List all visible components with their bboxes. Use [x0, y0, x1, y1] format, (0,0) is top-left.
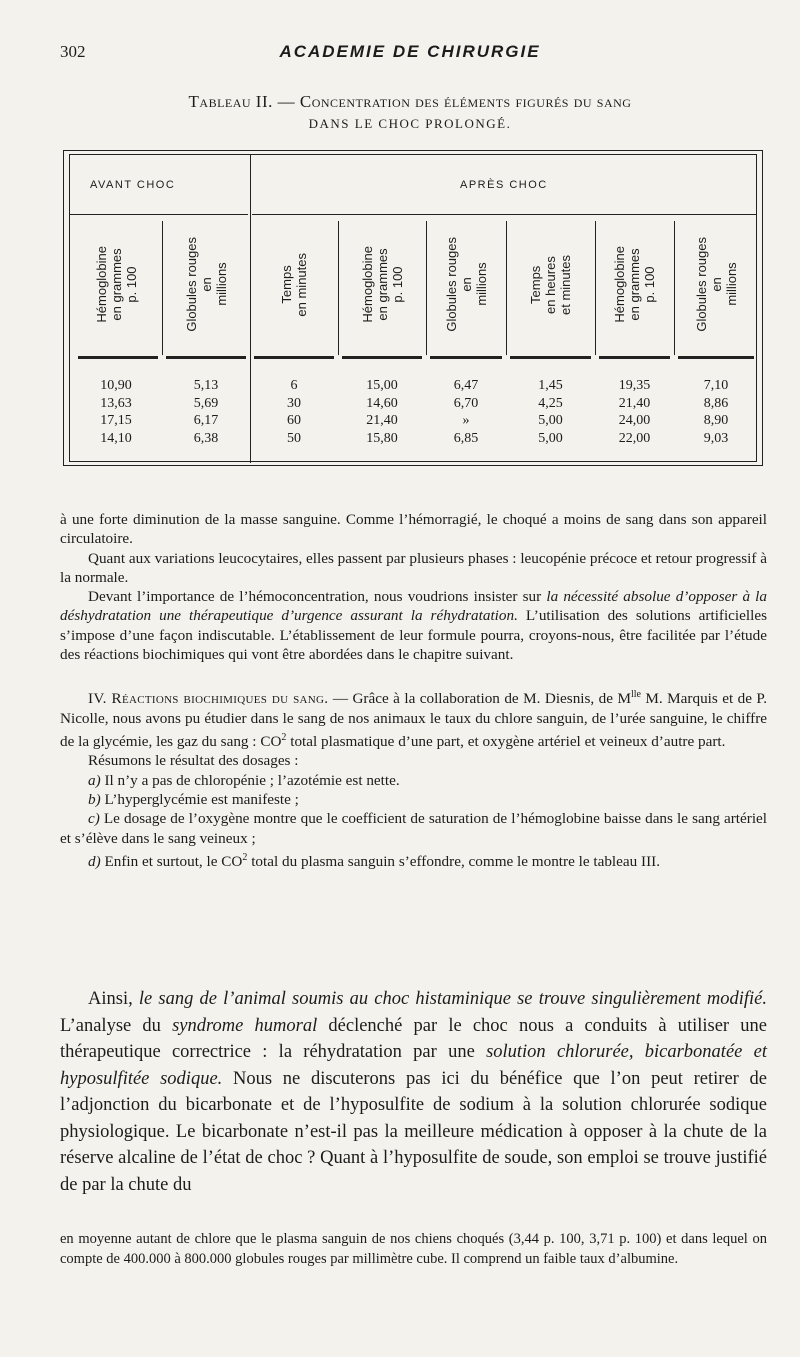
data-column-8	[674, 377, 758, 447]
table-cell: 15,80	[366, 430, 398, 446]
superscript-co2: 2	[281, 732, 287, 744]
list-item-b	[60, 790, 767, 809]
col-header-5	[426, 218, 506, 351]
table-cell: 6,38	[193, 430, 219, 446]
list-text-a: Il n’y a pas de chloropénie ; l’azotémie est nette.	[100, 771, 400, 789]
col-header-6	[506, 218, 595, 351]
list-text-c: Le dosage de l’oxygène montre que le coefficient de saturation de l’hémoglobine baisse dans le sang artériel et s’élève dans le sang veineux ;	[60, 810, 767, 847]
table-cell: 5,00	[538, 430, 563, 446]
header-rule	[254, 356, 334, 359]
col-header-8-label: Globules rouges en millions	[693, 237, 739, 332]
paragraph-1: à une forte diminution de la masse sanguine. Comme l’hémorragié, le choqué a moins de sang dans son appareil circulatoire.	[60, 511, 767, 548]
header-rule	[678, 356, 754, 359]
footnote	[60, 1230, 767, 1269]
header-rule	[599, 356, 670, 359]
running-head	[60, 42, 760, 66]
table-inner-frame	[69, 154, 757, 462]
paragraph-3-text-b: L’utilisation des solutions artificielles s’impose d’une façon indiscutable. L’établissement de leur formule pourra, croyons-nous, être facilitée par l’étude des réactions biochimiques qui vont être abordées dans le chapitre suivant.	[60, 607, 767, 664]
table-cell: 21,40	[618, 395, 651, 411]
table-cell: 50	[287, 430, 301, 446]
conclusion-t3: déclenché par le choc nous a conduits à utiliser une thérapeutique correctrice : la réhydratation par une	[60, 1015, 767, 1062]
table-cell: 13,63	[100, 395, 132, 411]
list-label-b: b)	[88, 790, 101, 808]
col-header-6-label: Temps en heures et minutes	[528, 254, 573, 315]
section-iv-text-a: — Grâce à la collaboration de M. Diesnis, de M	[328, 690, 631, 708]
data-table	[63, 150, 763, 466]
header-rule	[430, 356, 502, 359]
data-column-5	[426, 377, 506, 447]
conclusion-text	[60, 986, 767, 1198]
list-text-b: L’hyperglycémie est manifeste ;	[100, 790, 299, 808]
table-cell: 5,00	[538, 413, 563, 428]
col-header-4-label: Hémoglobine en grammes p. 100	[359, 246, 405, 323]
table-title-line2: DANS LE CHOC PROLONGÉ.	[308, 116, 512, 131]
conclusion-i1: le sang de l’animal soumis au choc histaminique se trouve singulièrement modifié.	[138, 989, 767, 1009]
col-header-2	[162, 218, 250, 351]
col-header-7	[595, 218, 674, 351]
table-cell: 4,25	[538, 395, 563, 411]
col-header-3	[250, 218, 338, 351]
journal-title: ACADEMIE DE CHIRURGIE	[279, 42, 541, 61]
col-header-1	[70, 218, 162, 351]
table-cell: 60	[287, 413, 301, 428]
table-cell: »	[462, 413, 470, 428]
col-header-7-label: Hémoglobine en grammes p. 100	[612, 246, 657, 323]
data-column-7	[595, 377, 674, 447]
section-iv-text-b: M. Marquis et de P. Nicolle, nous avons pu étudier dans le sang de nos animaux le taux du chlore sanguin, de l’urée sanguine, le chiffre de la glycémie, les gaz du sang : CO	[60, 690, 767, 751]
table-title	[60, 92, 760, 132]
section-iv-text-c: total plasmatique d’une part, et oxygène artériel et veineux d’autre part.	[286, 733, 726, 751]
data-column-2	[162, 377, 250, 447]
table-cell: 6,47	[453, 378, 479, 393]
table-cell: 10,90	[100, 378, 132, 393]
table-cell: 1,45	[538, 378, 563, 393]
table-cell: 15,00	[366, 378, 398, 393]
table-cell: 6,17	[193, 413, 219, 428]
list-item-c	[60, 809, 767, 848]
section-iv-paragraph	[60, 685, 767, 751]
paragraph-3-emphasis: la nécessité absolue d’opposer à la déshydratation une thérapeutique d’urgence assurant la réhydratation.	[60, 588, 768, 625]
col-header-1-label: Hémoglobine en grammes p. 100	[93, 246, 139, 323]
col-header-4	[338, 218, 426, 351]
table-cell: 19,35	[618, 378, 651, 393]
header-rule	[510, 356, 591, 359]
table-cell: 9,03	[703, 430, 729, 446]
list-item-d	[60, 848, 767, 871]
table-cell: 8,86	[703, 395, 729, 411]
table-cell: 6,70	[453, 395, 479, 411]
table-cell: 22,00	[618, 430, 651, 446]
group-rule-after	[252, 214, 756, 215]
table-cell: 5,69	[193, 395, 219, 411]
table-cell: 24,00	[618, 413, 651, 428]
superscript-mlle: lle	[630, 689, 641, 701]
page-number: 302	[60, 42, 86, 61]
table-cell: 21,40	[366, 413, 398, 428]
data-column-6	[506, 377, 595, 447]
conclusion-t2: L’analyse du	[60, 1015, 173, 1036]
table-cell: 8,90	[703, 413, 729, 428]
list-label-d: d)	[88, 852, 101, 870]
table-cell: 6	[290, 378, 298, 393]
list-text-d-a: Enfin et surtout, le CO	[100, 852, 243, 870]
data-column-1	[70, 377, 162, 447]
group-rule-before	[70, 214, 248, 215]
superscript-co2: 2	[242, 851, 248, 863]
table-cell: 7,10	[703, 378, 729, 393]
header-rule	[166, 356, 246, 359]
table-cell: 17,15	[100, 413, 132, 428]
table-cell: 30	[287, 395, 301, 411]
paragraph-3-text-a: Devant l’importance de l’hémoconcentration, nous voudrions insister sur	[88, 588, 547, 606]
col-header-3-label: Temps en minutes	[279, 252, 309, 317]
list-text-d-b: total du plasma sanguin s’effondre, comme le montre le tableau III.	[247, 852, 660, 870]
table-cell: 14,10	[100, 430, 132, 446]
table-cell: 14,60	[366, 395, 398, 411]
paragraph-2: Quant aux variations leucocytaires, elles passent par plusieurs phases : leucopénie précoce et retour progressif à la normale.	[60, 549, 767, 586]
table-title-line1: Tableau II. — Concentration des éléments figurés du sang	[188, 92, 632, 111]
paragraph-summary: Résumons le résultat des dosages :	[88, 752, 299, 770]
data-column-3	[250, 377, 338, 447]
group-header-after: APRÈS CHOC	[460, 179, 548, 191]
footnote-text: en moyenne autant de chlore que le plasma sanguin de nos chiens choqués (3,44 p. 100, 3,71 p. 100) et dans lequel on compte de 400.000 à 800.000 globules rouges par millimètre cube. Il comprend un faible taux d’albumine.	[60, 1231, 767, 1267]
list-item-a	[60, 771, 767, 790]
list-label-c: c)	[88, 810, 100, 828]
conclusion-t1: Ainsi,	[88, 989, 139, 1009]
col-header-8	[674, 218, 758, 351]
header-rule	[78, 356, 158, 359]
table-cell: 6,85	[453, 430, 479, 446]
conclusion-t4: Nous ne discuterons pas ici du bénéfice que l’on peut retirer de l’adjonction du bicarbonate et de l’hyposulfite de sodium à la solution chlorurée sodique physiologique. Le bicarbonate n’est-il pas la meilleure médication à opposer à la chute de la réserve alcaline de l’état de choc ? Quant à l’hyposulfite de soude, son emploi se trouve justifié de par la chute du	[60, 1068, 767, 1195]
group-header-before: AVANT CHOC	[90, 179, 176, 191]
paragraph-3	[60, 587, 767, 664]
conclusion-i3: solution chlorurée, bicarbonatée et hyposulfitée sodique.	[60, 1042, 767, 1089]
list-label-a: a)	[88, 771, 101, 789]
col-header-2-label: Globules rouges en millions	[183, 237, 229, 332]
header-rule	[342, 356, 422, 359]
col-header-5-label: Globules rouges en millions	[443, 237, 489, 332]
data-column-4	[338, 377, 426, 447]
table-cell: 5,13	[193, 378, 219, 393]
conclusion-paragraph	[60, 986, 767, 1198]
body-section	[60, 510, 767, 871]
section-heading: IV. Réactions biochimiques du sang.	[88, 690, 329, 708]
conclusion-i2: syndrome humoral	[172, 1015, 318, 1036]
